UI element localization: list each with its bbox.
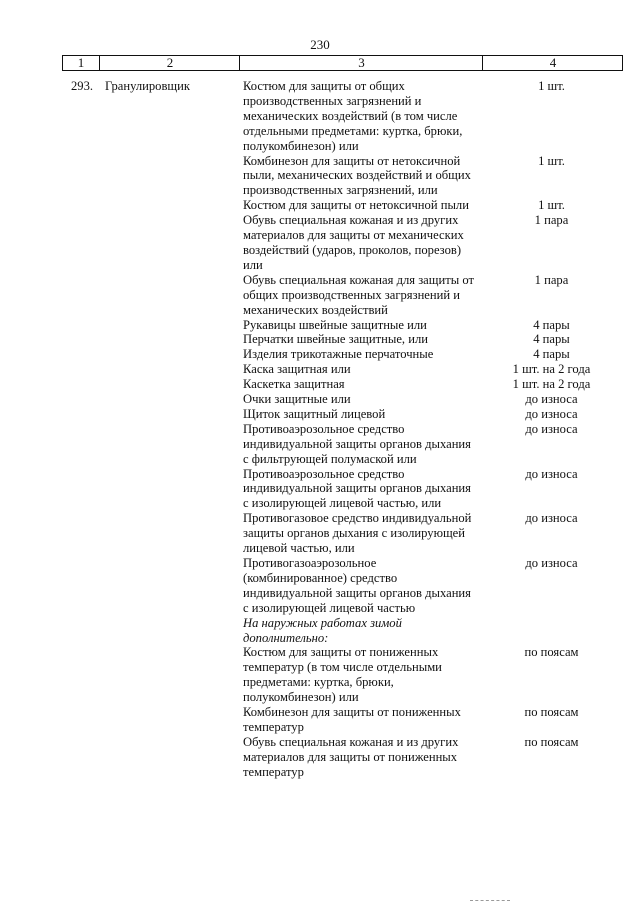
page-number: 230: [310, 37, 330, 52]
ppe-item-description: [243, 407, 485, 422]
ppe-item-description-line: Костюм для защиты от общих: [243, 79, 405, 93]
ppe-item-row: [243, 556, 633, 616]
ppe-item-description-line: Противоаэрозольное средство: [243, 466, 405, 481]
ppe-item-description-line: Комбинезон для защиты от нетоксичной: [243, 153, 461, 168]
ppe-item-description: [243, 511, 485, 556]
ppe-item-description-line: Противогазоаэрозольное: [243, 556, 377, 570]
ppe-item-description: [243, 347, 485, 362]
ppe-item-description-line: с фильтрующей полумаской или: [243, 451, 417, 466]
ppe-item-description-line: Очки защитные или: [243, 392, 351, 407]
ppe-item-row: [243, 332, 633, 347]
ppe-item-description-line: общих производственных загрязнений и: [243, 287, 461, 302]
ppe-item-description: [243, 645, 485, 705]
ppe-item-description: [243, 735, 485, 780]
ppe-item-norm: до износа: [525, 556, 578, 570]
ppe-item-description: [243, 362, 485, 377]
ppe-item-description-line: Противоаэрозольное средство: [243, 421, 405, 436]
ppe-item-description-line: индивидуальной защиты органов дыхания: [243, 585, 471, 600]
ppe-item-description-line: Изделия трикотажные перчаточные: [243, 347, 434, 362]
ppe-item-description: [243, 377, 485, 392]
header-cell-3: 3: [239, 56, 483, 70]
ppe-item-description-line: лицевой частью, или: [243, 541, 355, 556]
ppe-item-description: [243, 422, 485, 467]
ppe-item-row: [243, 705, 633, 735]
ppe-item-description-line: Обувь специальная кожаная и из других: [243, 213, 459, 228]
table-header-row: [62, 55, 623, 71]
ppe-item-description-line: или: [243, 257, 263, 272]
ppe-item-description-line: воздействий (ударов, проколов, порезов): [243, 242, 462, 257]
ppe-item-norm: 4 пары: [533, 332, 570, 347]
row-number: 293.: [71, 79, 94, 93]
ppe-item-description-line: Каска защитная или: [243, 362, 351, 377]
ppe-item-norm: 1 шт. на 2 года: [512, 362, 591, 377]
ppe-item-description-line: Обувь специальная кожаная для защиты от: [243, 272, 474, 287]
ppe-item-row: [243, 79, 633, 154]
ppe-item-description-line: температур: [243, 764, 304, 779]
page-edge-mark: [470, 900, 510, 901]
ppe-item-description-line: Щиток защитный лицевой: [243, 406, 386, 421]
ppe-item-norm: по поясам: [524, 734, 579, 749]
ppe-item-row: [243, 735, 633, 780]
ppe-item-norm: 4 пары: [533, 347, 570, 362]
ppe-item-description-line: Комбинезон для защиты от пониженных: [243, 705, 461, 720]
ppe-item-row: [243, 645, 633, 705]
ppe-item-norm: по поясам: [524, 705, 579, 720]
ppe-item-description: [243, 556, 485, 616]
ppe-item-description-line: Костюм для защиты от пониженных: [243, 645, 439, 660]
ppe-item-norm: до износа: [525, 511, 578, 526]
ppe-item-description: [243, 332, 485, 347]
ppe-item-row: [243, 198, 633, 213]
ppe-item-row: [243, 616, 633, 646]
ppe-item-description-line: механических воздействий (в том числе: [243, 108, 458, 123]
ppe-item-description-line: температур (в том числе отдельными: [243, 660, 442, 675]
ppe-item-description-line: индивидуальной защиты органов дыхания: [243, 436, 471, 451]
ppe-item-description: [243, 318, 485, 333]
ppe-item-description-line: На наружных работах зимой: [243, 615, 402, 630]
ppe-item-description: [243, 213, 485, 273]
ppe-item-norm: до износа: [525, 421, 578, 436]
ppe-item-description: [243, 79, 485, 154]
ppe-item-description-line: предметами: куртка, брюки,: [243, 675, 394, 690]
ppe-item-description-line: индивидуальной защиты органов дыхания: [243, 481, 471, 496]
ppe-item-description-line: с изолирующей лицевой частью, или: [243, 496, 442, 511]
ppe-item-description-line: температур: [243, 719, 304, 734]
ppe-item-row: [243, 213, 633, 273]
ppe-item-description: [243, 616, 485, 646]
ppe-item-description-line: полукомбинезон) или: [243, 690, 359, 705]
ppe-item-description-line: отдельными предметами: куртка, брюки,: [243, 123, 463, 138]
ppe-item-description: [243, 198, 485, 213]
ppe-item-description: [243, 705, 485, 735]
ppe-item-description-line: материалов для защиты от механических: [243, 228, 464, 243]
ppe-item-description-line: Костюм для защиты от нетоксичной пыли: [243, 198, 469, 213]
ppe-item-description-line: производственных загрязнений, или: [243, 183, 438, 198]
ppe-item-norm: 1 шт.: [538, 198, 565, 213]
ppe-items-list: [243, 79, 633, 780]
ppe-item-description-line: с изолирующей лицевой частью: [243, 600, 416, 615]
ppe-item-description-line: защиты органов дыхания с изолирующей: [243, 526, 466, 541]
ppe-item-row: [243, 377, 633, 392]
header-cell-1: 1: [77, 55, 85, 70]
ppe-item-norm: до износа: [525, 466, 578, 481]
ppe-item-description-line: материалов для защиты от пониженных: [243, 749, 458, 764]
ppe-item-norm: 1 шт. на 2 года: [512, 377, 591, 392]
ppe-item-description: [243, 154, 485, 199]
ppe-item-norm: [485, 616, 618, 646]
ppe-item-description-line: Противогазовое средство индивидуальной: [243, 511, 472, 526]
ppe-item-description-line: Рукавицы швейные защитные или: [243, 317, 427, 332]
ppe-item-row: [243, 273, 633, 318]
ppe-item-description-line: Каскетка защитная: [243, 377, 345, 392]
ppe-item-row: [243, 422, 633, 467]
ppe-item-description-line: производственных загрязнений и: [243, 93, 422, 108]
ppe-item-description-line: Обувь специальная кожаная и из других: [243, 734, 459, 749]
ppe-item-norm: до износа: [525, 406, 578, 421]
header-cell-4: 4: [482, 56, 623, 70]
ppe-item-row: [243, 407, 633, 422]
ppe-item-norm: 1 пара: [534, 272, 569, 287]
ppe-item-description-line: (комбинированное) средство: [243, 570, 398, 585]
ppe-item-norm: 1 шт.: [538, 153, 565, 168]
ppe-item-description: [243, 392, 485, 407]
ppe-item-description-line: механических воздействий: [243, 302, 388, 317]
ppe-item-description-line: дополнительно:: [243, 630, 329, 645]
ppe-item-description-line: полукомбинезон) или: [243, 138, 359, 153]
ppe-item-norm: 4 пары: [533, 317, 570, 332]
ppe-item-description-line: Перчатки швейные защитные, или: [243, 332, 428, 347]
ppe-item-row: [243, 318, 633, 333]
ppe-item-row: [243, 347, 633, 362]
profession-name: Гранулировщик: [105, 79, 190, 93]
ppe-item-row: [243, 467, 633, 512]
ppe-item-description-line: пыли, механических воздействий и общих: [243, 168, 471, 183]
ppe-item-row: [243, 154, 633, 199]
ppe-item-description: [243, 467, 485, 512]
ppe-item-norm: до износа: [525, 392, 578, 407]
ppe-item-description: [243, 273, 485, 318]
ppe-item-norm: по поясам: [524, 645, 579, 660]
ppe-item-row: [243, 392, 633, 407]
ppe-item-norm: 1 шт.: [538, 79, 565, 93]
header-cell-2: 2: [99, 56, 240, 70]
ppe-item-row: [243, 511, 633, 556]
ppe-item-row: [243, 362, 633, 377]
ppe-item-norm: 1 пара: [534, 213, 569, 228]
